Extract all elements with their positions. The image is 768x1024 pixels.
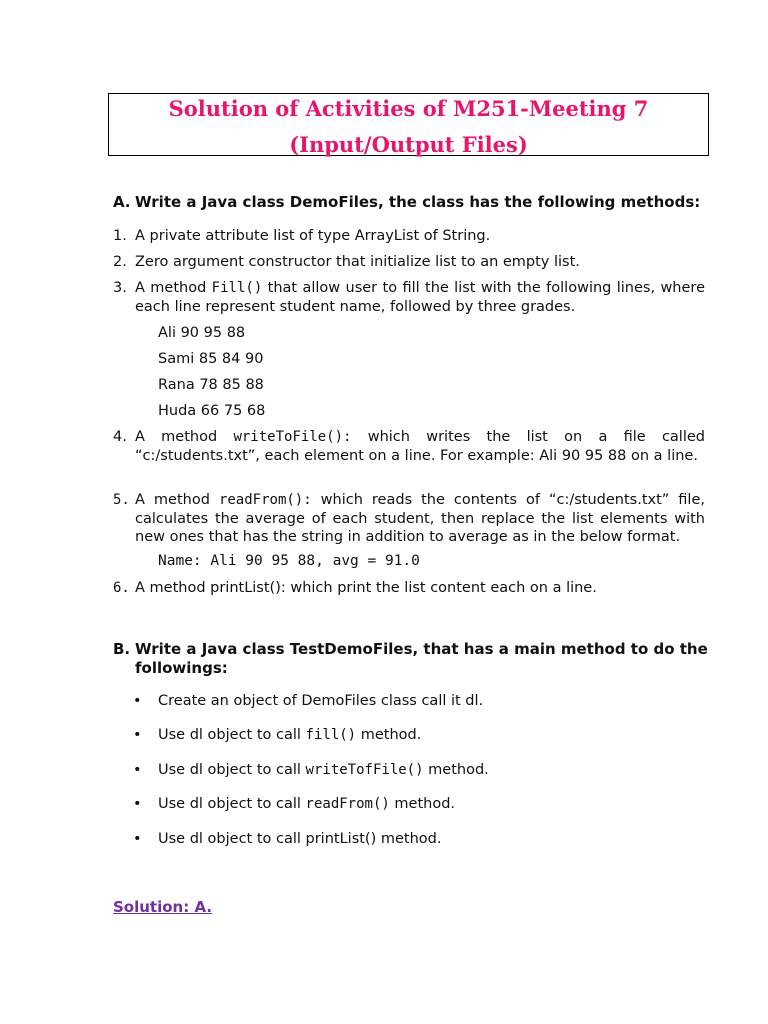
- student-line: Rana 78 85 88: [158, 377, 264, 393]
- solution-label: Solution: A.: [113, 898, 213, 916]
- item-text: A private attribute list of type ArrayList of String.: [135, 228, 491, 244]
- student-line: Huda 66 75 68: [158, 403, 266, 419]
- code-write-to-file: writeToFile():: [233, 429, 352, 445]
- bullet-text: [158, 761, 489, 780]
- bullet-icon: •: [133, 796, 142, 812]
- bullet-text-prefix: Use dl object to call: [158, 762, 306, 778]
- item-text: [135, 279, 705, 316]
- bullet-text-suffix: method.: [423, 762, 489, 778]
- document-subtitle: (Input/Output Files): [289, 132, 528, 157]
- section-b-heading-text: Write a Java class TestDemoFiles, that has a main method to do the followings:: [135, 640, 708, 677]
- item-text: [135, 491, 705, 547]
- item-text: Zero argument constructor that initialize list to an empty list.: [135, 254, 580, 270]
- student-line: Sami 85 84 90: [158, 351, 264, 367]
- item-text-prefix: A method: [135, 429, 234, 445]
- item-number: 4.: [113, 429, 127, 445]
- item-text-suffix: which reads the contents of “c:/students.txt” file, calculates the average of each student, then replace the list elements with new ones that has the string in addition to average as in the below format.: [135, 492, 705, 545]
- bullet-text-prefix: Use dl object to call: [158, 727, 306, 743]
- section-a-heading-text: Write a Java class DemoFiles, the class has the following methods:: [135, 193, 701, 211]
- bullet-text-suffix: method.: [356, 727, 422, 743]
- bullet-text: Create an object of DemoFiles class call it dl.: [158, 693, 484, 709]
- section-b-letter: B.: [113, 640, 131, 658]
- item-number: 3.: [113, 280, 127, 296]
- item-text: [135, 428, 705, 465]
- item-text-suffix: which writes the list on a file called “c:/students.txt”, each element on a line. For example: Ali 90 95 88 on a line.: [135, 429, 705, 464]
- bullet-text: [158, 795, 455, 814]
- section-a-letter: A.: [113, 193, 131, 211]
- code-fill: Fill(): [211, 280, 263, 296]
- item-text: A method printList(): which print the list content each on a line.: [135, 580, 597, 596]
- bullet-icon: •: [133, 762, 142, 778]
- bullet-text: [158, 726, 421, 745]
- code-read-call: readFrom(): [305, 796, 390, 812]
- document-title: Solution of Activities of M251-Meeting 7: [168, 96, 649, 121]
- item-number: 1.: [113, 228, 127, 244]
- item-text-prefix: A method: [135, 280, 212, 296]
- bullet-text: Use dl object to call printList() method.: [158, 831, 442, 847]
- student-line: Ali 90 95 88: [158, 325, 246, 341]
- bullet-icon: •: [133, 693, 142, 709]
- code-read-from: readFrom():: [218, 492, 312, 508]
- code-fill-call: fill(): [305, 727, 357, 743]
- bullet-icon: •: [133, 727, 142, 743]
- format-example: Name: Ali 90 95 88, avg = 91.0: [158, 553, 420, 569]
- item-number: 2.: [113, 254, 127, 270]
- item-number: 6.: [113, 580, 130, 596]
- item-number: 5.: [113, 492, 130, 508]
- item-text-prefix: A method: [135, 492, 219, 508]
- bullet-icon: •: [133, 831, 142, 847]
- code-write-call: writeTofFile(): [305, 762, 424, 778]
- bullet-text-suffix: method.: [389, 796, 456, 812]
- item-text-suffix: that allow user to fill the list with the following lines, where each line represent student name, followed by three grades.: [135, 280, 705, 315]
- title-box: [108, 93, 709, 156]
- bullet-text-prefix: Use dl object to call: [158, 796, 306, 812]
